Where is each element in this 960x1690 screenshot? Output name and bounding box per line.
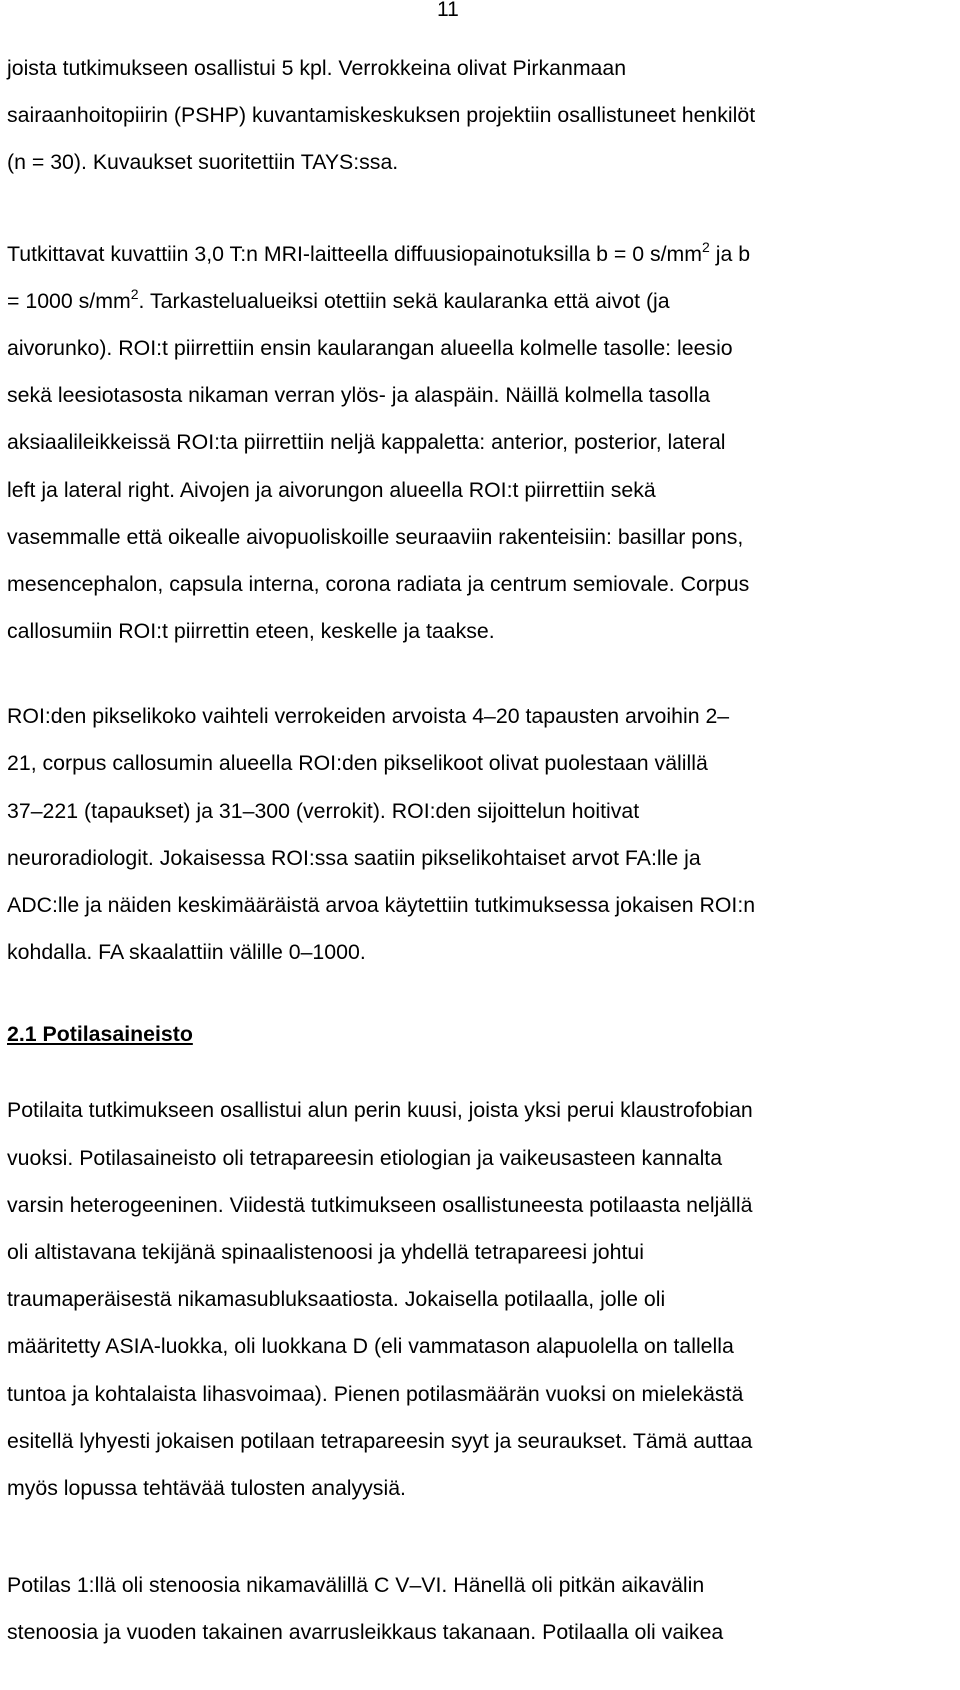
text-line: kohdalla. FA skaalattiin välille 0–1000.: [7, 940, 366, 965]
text-line: 21, corpus callosumin alueella ROI:den pikselikoot olivat puolestaan välillä: [7, 751, 708, 776]
text-line: vasemmalle että oikealle aivopuoliskoille seuraaviin rakenteisiin: basillar pons,: [7, 524, 744, 549]
paragraph: [7, 1562, 892, 1656]
text-line: määritetty ASIA-luokka, oli luokkana D (eli vammatason alapuolella on tallella: [7, 1334, 734, 1359]
text-line: ADC:lle ja näiden keskimääräistä arvoa käytettiin tutkimuksessa jokaisen ROI:n: [7, 893, 756, 917]
text-line: esitellä lyhyesti jokaisen potilaan tetrapareesin syyt ja seuraukset. Tämä auttaa: [7, 1428, 753, 1453]
superscript: 2: [702, 238, 710, 255]
text-line: sekä leesiotasosta nikaman verran ylös- ja alaspäin. Näillä kolmella tasolla: [7, 383, 711, 408]
text-line: vuoksi. Potilasaineisto oli tetrapareesin etiologian ja vaikeusasteen kannalta: [7, 1145, 723, 1170]
text-segment: ja b: [709, 241, 751, 266]
text-line: sairaanhoitopiirin (PSHP) kuvantamiskeskuksen projektiin osallistuneet henkilöt: [7, 103, 756, 128]
text-line: Potilaita tutkimukseen osallistui alun perin kuusi, joista yksi perui klaustrofobian: [7, 1098, 753, 1123]
text-line: (n = 30). Kuvaukset suoritettiin TAYS:ssa.: [7, 150, 399, 175]
page-number: 11: [437, 0, 459, 21]
text-line: traumaperäisestä nikamasubluksaatiosta. Jokaisella potilaalla, jolle oli: [7, 1287, 666, 1312]
text-line: myös lopussa tehtävää tulosten analyysiä.: [7, 1475, 406, 1500]
text-line: aksiaalileikkeissä ROI:ta piirrettiin neljä kappaletta: anterior, posterior, lateral: [7, 430, 726, 455]
text-line: joista tutkimukseen osallistui 5 kpl. Verrokkeina olivat Pirkanmaan: [7, 56, 627, 80]
text-line: aivorunko). ROI:t piirrettiin ensin kaularangan alueella kolmelle tasolle: leesio: [7, 335, 733, 360]
superscript: 2: [130, 285, 139, 302]
text-segment: = 1000 s/mm: [7, 288, 131, 313]
text-line: oli altistavana tekijänä spinaalistenoosi ja yhdellä tetrapareesi johtui: [7, 1239, 644, 1264]
paragraph: [7, 693, 892, 976]
text-line: mesencephalon, capsula interna, corona radiata ja centrum semiovale. Corpus: [7, 571, 750, 596]
document-body: [7, 45, 892, 1656]
text-line: [7, 231, 892, 278]
text-line: neuroradiologit. Jokaisessa ROI:ssa saatiin pikselikohtaiset arvot FA:lle ja: [7, 845, 701, 870]
paragraph: [7, 231, 892, 656]
text-line: tuntoa ja kohtalaista lihasvoimaa). Pienen potilasmäärän vuoksi on mielekästä: [7, 1381, 744, 1406]
section-heading: 2.1 Potilasaineisto: [7, 1022, 193, 1047]
text-segment: Tutkittavat kuvattiin 3,0 T:n MRI-laitteella diffuusiopainotuksilla b = 0 s/mm: [7, 241, 703, 266]
text-line: stenoosia ja vuoden takainen avarrusleikkaus takanaan. Potilaalla oli vaikea: [7, 1620, 724, 1645]
paragraph: [7, 45, 892, 187]
text-line: [7, 278, 892, 325]
text-line: 37–221 (tapaukset) ja 31–300 (verrokit). ROI:den sijoittelun hoitivat: [7, 798, 640, 823]
text-line: Potilas 1:llä oli stenoosia nikamavälillä C V–VI. Hänellä oli pitkän aikavälin: [7, 1573, 705, 1598]
text-line: varsin heterogeeninen. Viidestä tutkimukseen osallistuneesta potilaasta neljällä: [7, 1192, 753, 1217]
text-line: ROI:den pikselikoko vaihteli verrokeiden arvoista 4–20 tapausten arvoihin 2–: [7, 704, 730, 729]
text-line: callosumiin ROI:t piirrettin eteen, keskelle ja taakse.: [7, 619, 495, 644]
paragraph: [7, 1087, 892, 1512]
text-line: left ja lateral right. Aivojen ja aivorungon alueella ROI:t piirrettiin sekä: [7, 477, 656, 502]
text-segment: . Tarkastelualueiksi otettiin sekä kaularanka että aivot (ja: [138, 288, 670, 313]
